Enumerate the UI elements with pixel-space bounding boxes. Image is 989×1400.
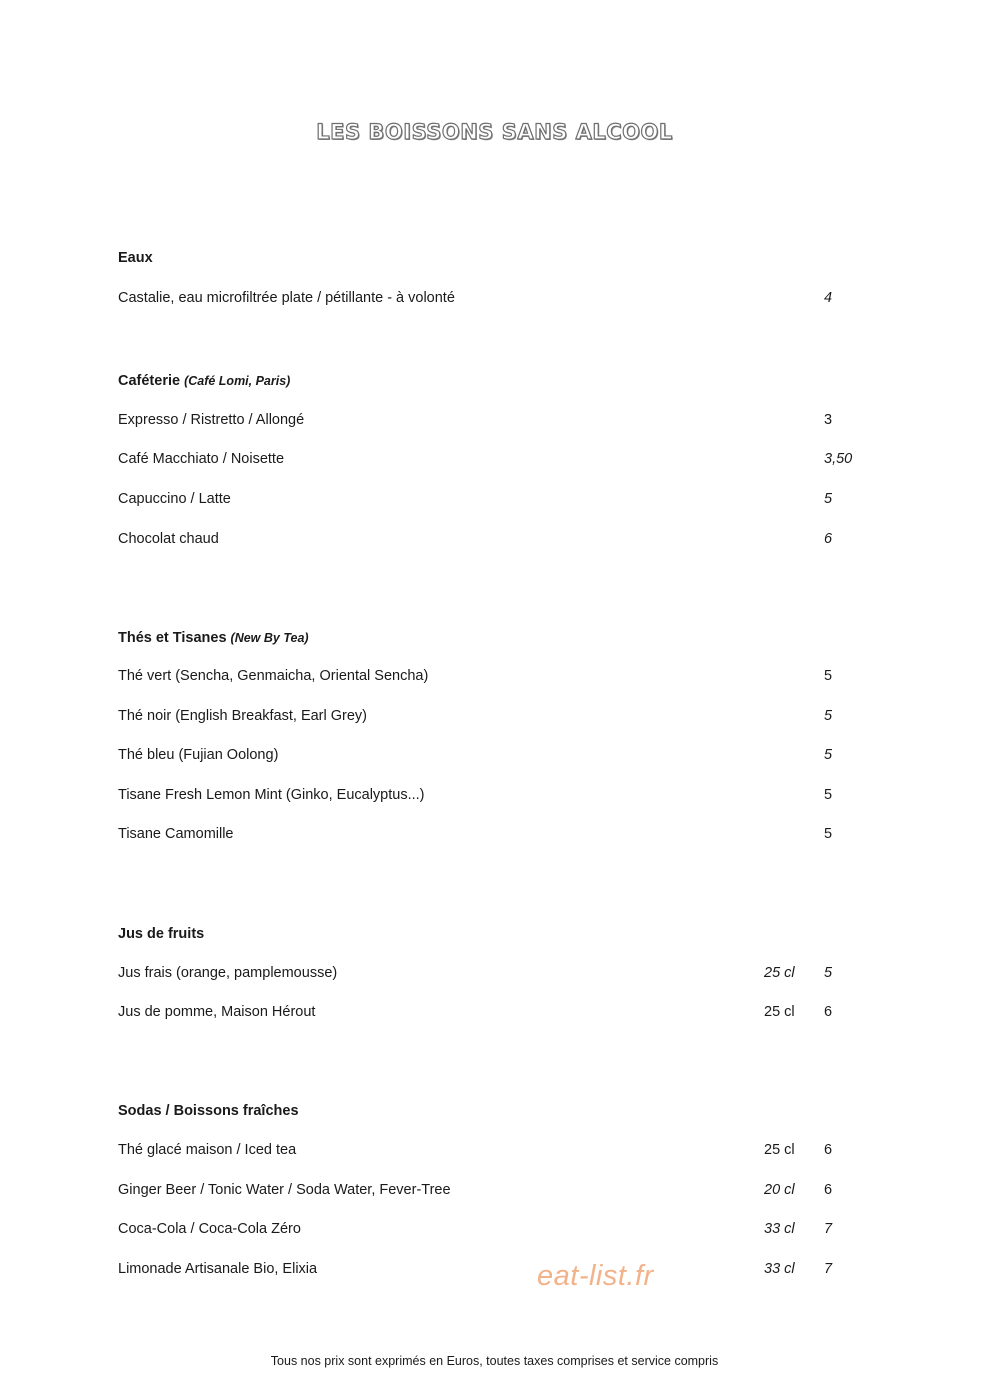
- item-name: Coca-Cola / Coca-Cola Zéro: [118, 1221, 301, 1237]
- menu-item: [118, 290, 878, 310]
- item-name: Thé glacé maison / Iced tea: [118, 1142, 297, 1158]
- section-note: (New By Tea): [230, 631, 309, 645]
- item-name: Capuccino / Latte: [118, 491, 231, 507]
- menu-item: [118, 668, 878, 688]
- item-volume: 25 cl: [764, 1142, 795, 1158]
- item-price: 5: [824, 668, 833, 684]
- item-name: Thé vert (Sencha, Genmaicha, Oriental Sencha): [118, 668, 429, 684]
- menu-item: [118, 412, 878, 432]
- menu-item: [118, 451, 878, 471]
- item-name: Expresso / Ristretto / Allongé: [118, 412, 305, 428]
- item-name: Café Macchiato / Noisette: [118, 451, 285, 467]
- item-price: 5: [824, 491, 833, 507]
- item-price: 6: [824, 531, 833, 547]
- item-name: Chocolat chaud: [118, 531, 219, 547]
- menu-item: [118, 1261, 878, 1281]
- item-name: Ginger Beer / Tonic Water / Soda Water, Fever-Tree: [118, 1182, 451, 1198]
- menu-item: [118, 1221, 878, 1241]
- item-price: 6: [824, 1004, 833, 1020]
- item-name: Thé noir (English Breakfast, Earl Grey): [118, 708, 368, 724]
- item-volume: 25 cl: [764, 1004, 795, 1020]
- watermark: eat-list.fr: [537, 1260, 654, 1292]
- item-price: 5: [824, 747, 833, 763]
- section-heading-jus-de-fruits: Jus de fruits: [118, 926, 205, 942]
- item-volume: 20 cl: [764, 1182, 795, 1198]
- item-price: 6: [824, 1182, 833, 1198]
- item-name: Tisane Camomille: [118, 826, 234, 842]
- menu-item: [118, 1182, 878, 1202]
- section-note: (Café Lomi, Paris): [184, 374, 291, 388]
- item-price: 5: [824, 787, 833, 803]
- item-volume: 33 cl: [764, 1221, 795, 1237]
- item-price: 4: [824, 290, 833, 306]
- section-heading-eaux: Eaux: [118, 250, 153, 266]
- menu-item: [118, 965, 878, 985]
- item-name: Castalie, eau microfiltrée plate / pétillante - à volonté: [118, 290, 455, 306]
- item-price: 5: [824, 965, 833, 981]
- item-price: 7: [824, 1221, 833, 1237]
- menu-item: [118, 708, 878, 728]
- item-name: Tisane Fresh Lemon Mint (Ginko, Eucalyptus...): [118, 787, 425, 803]
- section-heading-cafeterie: Caféterie (Café Lomi, Paris): [118, 373, 291, 389]
- menu-item: [118, 531, 878, 551]
- item-name: Limonade Artisanale Bio, Elixia: [118, 1261, 318, 1277]
- menu-item: [118, 491, 878, 511]
- menu-item: [118, 826, 878, 846]
- menu-item: [118, 1004, 878, 1024]
- item-name: Jus de pomme, Maison Hérout: [118, 1004, 316, 1020]
- item-price: 6: [824, 1142, 833, 1158]
- item-name: Jus frais (orange, pamplemousse): [118, 965, 338, 981]
- item-price: 3,50: [824, 451, 853, 467]
- item-price: 5: [824, 826, 833, 842]
- footer-note: Tous nos prix sont exprimés en Euros, toutes taxes comprises et service compris: [270, 1354, 719, 1368]
- page-title: LES BOISSONS SANS ALCOOL: [316, 120, 673, 144]
- item-volume: 25 cl: [764, 965, 795, 981]
- item-volume: 33 cl: [764, 1261, 795, 1277]
- item-name: Thé bleu (Fujian Oolong): [118, 747, 279, 763]
- section-heading-sodas: Sodas / Boissons fraîches: [118, 1103, 299, 1119]
- menu-item: [118, 747, 878, 767]
- menu-item: [118, 787, 878, 807]
- menu-item: [118, 1142, 878, 1162]
- item-price: 7: [824, 1261, 833, 1277]
- item-price: 5: [824, 708, 833, 724]
- item-price: 3: [824, 412, 833, 428]
- section-heading-thes-tisanes: Thés et Tisanes (New By Tea): [118, 630, 309, 646]
